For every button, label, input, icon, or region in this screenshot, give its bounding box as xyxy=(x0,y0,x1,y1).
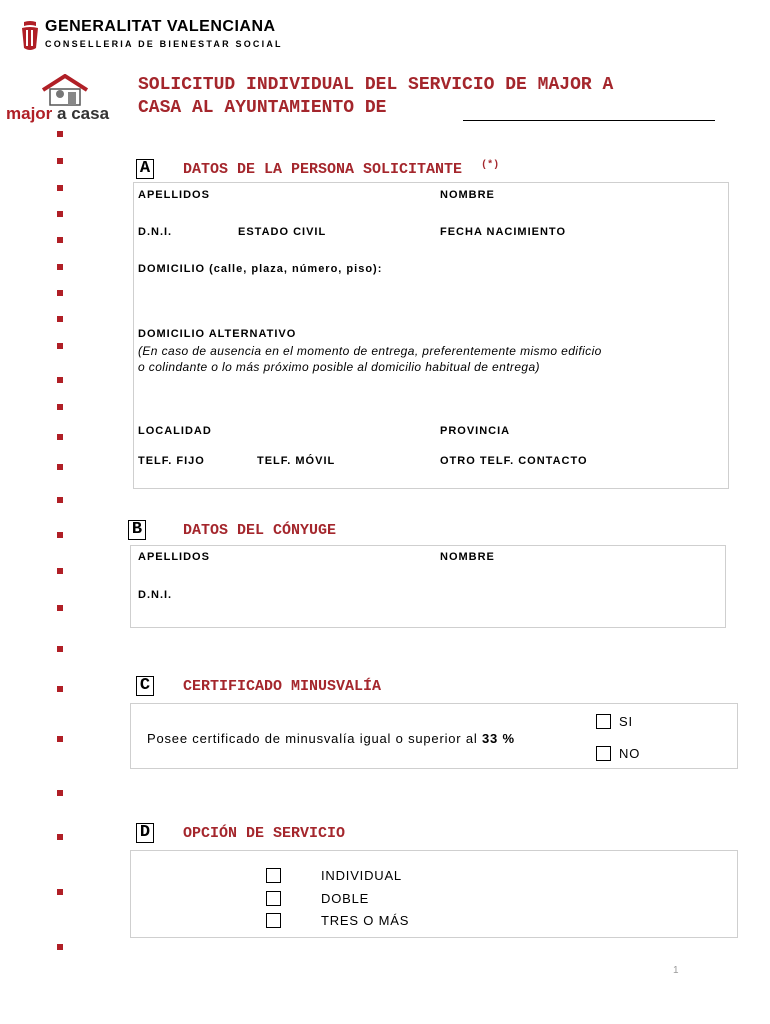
minusvalia-percent: 33 % xyxy=(482,731,515,746)
section-a-letter: A xyxy=(136,159,154,179)
bullet xyxy=(57,686,63,692)
section-d-title: OPCIÓN DE SERVICIO xyxy=(183,825,346,842)
conyuge-dni-field[interactable]: D.N.I. xyxy=(138,589,173,601)
provincia-field[interactable]: PROVINCIA xyxy=(440,425,511,437)
minusvalia-question xyxy=(147,731,515,746)
bullet xyxy=(57,343,63,349)
generalitat-emblem-icon xyxy=(18,20,42,52)
page-number: 1 xyxy=(673,965,679,976)
tres-o-mas-label: TRES O MÁS xyxy=(321,913,410,928)
section-a-note: (*) xyxy=(481,160,500,171)
otro-telf-field[interactable]: OTRO TELF. CONTACTO xyxy=(440,455,588,467)
minusvalia-question-text: Posee certificado de minusvalía igual o superior al xyxy=(147,731,478,746)
page-title xyxy=(138,74,613,120)
org-subtitle: CONSELLERIA DE BIENESTAR SOCIAL xyxy=(45,39,283,49)
section-b-title: DATOS DEL CÓNYUGE xyxy=(183,522,337,539)
no-label: NO xyxy=(619,746,641,761)
dni-field[interactable]: D.N.I. xyxy=(138,226,173,238)
bullet xyxy=(57,211,63,217)
doble-label: DOBLE xyxy=(321,891,370,906)
brand-logo-text xyxy=(6,104,109,124)
bullet xyxy=(57,736,63,742)
bullet xyxy=(57,497,63,503)
bullet xyxy=(57,404,63,410)
domicilio-field[interactable]: DOMICILIO (calle, plaza, número, piso): xyxy=(138,263,383,275)
bullet xyxy=(57,646,63,652)
bullet xyxy=(57,605,63,611)
tres-o-mas-checkbox[interactable] xyxy=(266,913,281,928)
bullet xyxy=(57,532,63,538)
section-d-letter: D xyxy=(136,823,154,843)
no-checkbox[interactable] xyxy=(596,746,611,761)
bullet xyxy=(57,434,63,440)
bullet xyxy=(57,158,63,164)
ayuntamiento-blank-field[interactable] xyxy=(463,120,715,121)
apellidos-field[interactable]: APELLIDOS xyxy=(138,189,210,201)
fecha-nacimiento-field[interactable]: FECHA NACIMIENTO xyxy=(440,226,566,238)
domicilio-alternativo-field[interactable]: DOMICILIO ALTERNATIVO xyxy=(138,328,297,340)
section-d-box xyxy=(130,850,738,938)
section-c-title: CERTIFICADO MINUSVALÍA xyxy=(183,678,382,695)
bullet xyxy=(57,834,63,840)
si-checkbox[interactable] xyxy=(596,714,611,729)
bullet xyxy=(57,264,63,270)
telf-movil-field[interactable]: TELF. MÓVIL xyxy=(257,455,336,467)
conyuge-apellidos-field[interactable]: APELLIDOS xyxy=(138,551,210,563)
house-logo-icon xyxy=(40,74,90,106)
title-line1: SOLICITUD INDIVIDUAL DEL SERVICIO DE MAJOR A xyxy=(138,75,614,95)
brand-part1: major xyxy=(6,104,53,123)
individual-label: INDIVIDUAL xyxy=(321,868,402,883)
conyuge-nombre-field[interactable]: NOMBRE xyxy=(440,551,495,563)
bullet xyxy=(57,568,63,574)
section-a-title-text: DATOS DE LA PERSONA SOLICITANTE xyxy=(183,161,463,178)
bullet xyxy=(57,185,63,191)
si-label: SI xyxy=(619,714,633,729)
bullet xyxy=(57,316,63,322)
brand-part2: a casa xyxy=(57,104,110,123)
bullet xyxy=(57,131,63,137)
domicilio-alt-note-1: (En caso de ausencia en el momento de entrega, preferentemente mismo edificio xyxy=(138,344,602,358)
section-c-letter: C xyxy=(136,676,154,696)
section-b-box xyxy=(130,545,726,628)
title-line2: CASA AL AYUNTAMIENTO DE xyxy=(138,98,387,118)
domicilio-alt-note-2: o colindante o lo más próximo posible al domicilio habitual de entrega) xyxy=(138,360,540,374)
title-line2-wrap xyxy=(138,97,613,120)
bullet xyxy=(57,377,63,383)
nombre-field[interactable]: NOMBRE xyxy=(440,189,495,201)
individual-checkbox[interactable] xyxy=(266,868,281,883)
doble-checkbox[interactable] xyxy=(266,891,281,906)
section-a-title xyxy=(183,160,499,178)
bullet xyxy=(57,237,63,243)
bullet xyxy=(57,464,63,470)
bullet xyxy=(57,889,63,895)
bullet xyxy=(57,944,63,950)
org-name: GENERALITAT VALENCIANA xyxy=(45,18,276,35)
telf-fijo-field[interactable]: TELF. FIJO xyxy=(138,455,205,467)
bullet xyxy=(57,290,63,296)
localidad-field[interactable]: LOCALIDAD xyxy=(138,425,212,437)
section-b-letter: B xyxy=(128,520,146,540)
estado-civil-field[interactable]: ESTADO CIVIL xyxy=(238,226,327,238)
bullet xyxy=(57,790,63,796)
